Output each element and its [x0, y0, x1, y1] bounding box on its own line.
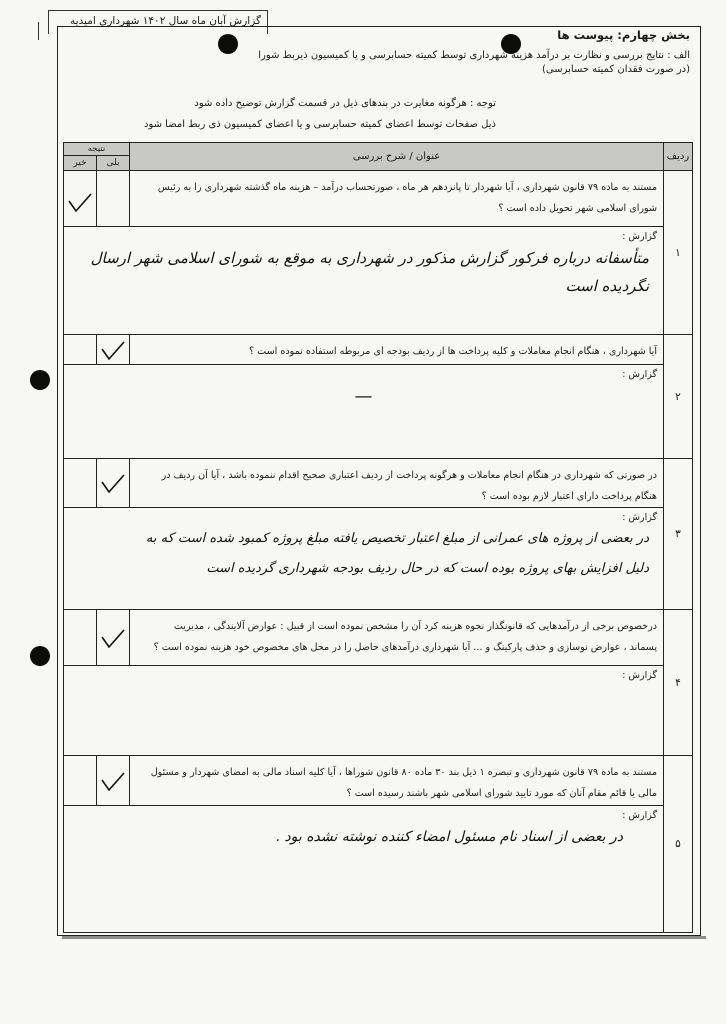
checkmark-icon	[100, 473, 126, 495]
report-cell	[64, 806, 664, 933]
row-number: ۴	[664, 610, 693, 756]
answer-no-cell	[64, 459, 97, 508]
handwritten-report-line: در بعضی از پروژه های عمرانی از مبلغ اعتبار تخصیص یافته مبلغ پروژه کمبود شده است که به	[145, 531, 649, 546]
question-line: پسماند ، عوارض نوسازی و حذف پارکینگ و ... آیا شهرداری درآمدهای حاصل را در محل های مخصوص خود هزینه نموده است ؟	[153, 642, 657, 653]
header-no: خیر	[64, 156, 97, 171]
question-line: شورای اسلامی شهر تحویل داده است ؟	[498, 203, 657, 214]
row-number: ۵	[664, 756, 693, 933]
answer-yes-cell	[97, 756, 130, 806]
checkmark-icon	[100, 340, 126, 362]
intro-line-2: (در صورت فقدان کمیته حسابرسی)	[541, 64, 690, 75]
notice-line-2: ذیل صفحات توسط اعضای کمیته حسابرسی و یا اعضای کمیسیون ذی ربط امضا شود	[143, 119, 496, 130]
header-title: عنوان / شرح بررسی	[130, 143, 664, 171]
review-table	[63, 142, 693, 933]
handwritten-report: متأسفانه درباره فرکور گزارش مذکور در شهرداری به موقع به شورای اسلامی شهر ارسال نگردیده است	[90, 249, 649, 295]
answer-yes-cell	[97, 459, 130, 508]
report-dash: —	[354, 386, 373, 407]
question-2	[130, 335, 664, 365]
header-radif: ردیف	[664, 143, 693, 171]
punch-hole	[30, 370, 50, 390]
handwritten-report: در بعضی از اسناد نام مسئول امضاء کننده نوشته نشده بود .	[275, 829, 623, 845]
question-line: مستند به ماده ۷۹ قانون شهرداری و تبصره ۱ ذیل بند ۳۰ ماده ۸۰ قانون شوراها ، آیا کلیه اسناد مالی به امضای شهردار و مسئول	[150, 767, 657, 778]
report-cell	[64, 227, 664, 335]
border-fragment	[38, 22, 39, 40]
row-number: ۲	[664, 335, 693, 459]
report-label: گزارش :	[622, 369, 657, 380]
question-3	[130, 459, 664, 508]
report-label: گزارش :	[622, 512, 657, 523]
frame-shadow	[62, 936, 706, 939]
question-line: در صورتی که شهرداری در هنگام انجام معاملات و هرگونه پرداخت از ردیف اعتباری صحیح اقدام ننموده باشد ، آیا آن ردیف در	[161, 470, 657, 481]
checkmark-icon	[100, 628, 126, 650]
question-line: آیا شهرداری ، هنگام انجام معاملات و کلیه پرداخت ها از ردیف بودجه ای مربوطه استفاده نموده است ؟	[249, 346, 657, 357]
question-4	[130, 610, 664, 666]
question-5	[130, 756, 664, 806]
punch-hole	[30, 646, 50, 666]
report-label: گزارش :	[622, 670, 657, 681]
question-line: مستند به ماده ۷۹ قانون شهرداری ، آیا شهردار تا پانزدهم هر ماه ، صورتحساب درآمد – هزینه ماه گذشته شهرداری را به رئیس	[157, 182, 657, 193]
checkmark-icon	[100, 771, 126, 793]
header-result: نتیجه	[64, 143, 130, 156]
question-line: هنگام پرداخت دارای اعتبار لازم بوده است ؟	[481, 491, 657, 502]
answer-yes-cell	[97, 335, 130, 365]
question-1	[130, 171, 664, 227]
report-label: گزارش :	[622, 231, 657, 242]
answer-no-cell	[64, 610, 97, 666]
intro-line-1: الف : نتایج بررسی و نظارت بر درآمد هزینه شهرداری توسط کمیته حسابرسی و یا کمیسیون ذیربط شورا	[258, 50, 690, 61]
row-number: ۳	[664, 459, 693, 610]
answer-yes-cell	[97, 610, 130, 666]
question-line: مالی یا قائم مقام آنان که مورد تایید شورای اسلامی شهر باشند رسیده است ؟	[346, 788, 657, 799]
answer-no-cell	[64, 335, 97, 365]
section-title: بخش چهارم: پیوست ها	[557, 28, 690, 42]
report-label: گزارش :	[622, 810, 657, 821]
header-yes: بلی	[97, 156, 130, 171]
report-cell	[64, 365, 664, 459]
report-cell	[64, 666, 664, 756]
report-title: گزارش آبان ماه سال ۱۴۰۲ شهرداری امیدیه	[70, 15, 261, 27]
question-line: درخصوص برخی از درآمدهایی که قانونگذار نحوه هزینه کرد آن را مشخص نموده است از قبیل : عوارض آلایندگی ، مدیریت	[173, 621, 657, 632]
answer-no-cell	[64, 756, 97, 806]
answer-yes-cell	[97, 171, 130, 227]
answer-no-cell	[64, 171, 97, 227]
notice-line-1: توجه : هرگونه مغایرت در بندهای ذیل در قسمت گزارش توضیح داده شود	[194, 98, 496, 109]
row-number: ۱	[664, 171, 693, 335]
report-cell	[64, 508, 664, 610]
checkmark-icon	[67, 192, 93, 214]
handwritten-report-line: دلیل افزایش بهای پروژه بوده است که در حال ردیف بودجه شهرداری گردیده است	[206, 561, 649, 576]
